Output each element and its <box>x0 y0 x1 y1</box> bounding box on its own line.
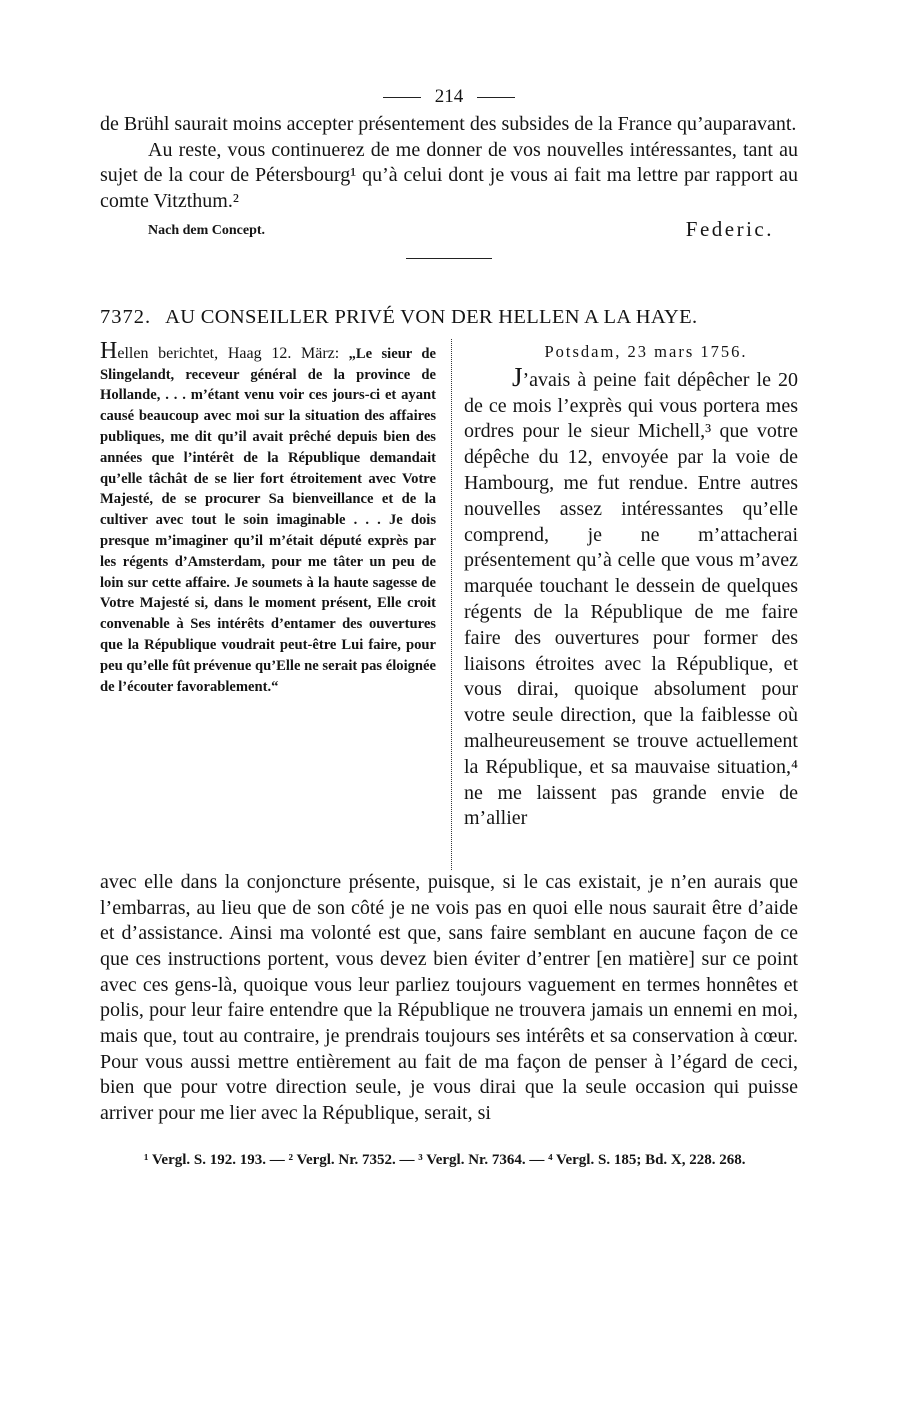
letter-number: 7372. <box>100 305 152 328</box>
two-column-section <box>100 339 798 870</box>
page-number: 214 <box>434 86 464 107</box>
signature-line <box>100 217 798 243</box>
letter-column <box>464 339 798 832</box>
source-note: Nach dem Concept. <box>148 222 266 238</box>
header-dash-left <box>383 97 421 98</box>
footnotes: ¹ Vergl. S. 192. 193. — ² Vergl. Nr. 7352. — ³ Vergl. Nr. 7364. — ⁴ Vergl. S. 185; Bd. X, 228. 268. <box>144 1151 746 1168</box>
column-divider <box>451 339 452 870</box>
signature: Federic. <box>685 216 774 241</box>
letter-body-column <box>464 361 798 832</box>
body-initial: J <box>512 361 523 392</box>
section-divider <box>406 258 492 259</box>
header-dash-right <box>477 97 515 98</box>
previous-letter-paragraph-2: Au reste, vous continuerez de me donner de vos nouvelles intéressantes, tant au sujet de la cour de Pétersbourg¹ qu’à celui dont je vous ai fait ma lettre par rapport au comte Vitzthum.² <box>100 138 798 213</box>
body-column-text: ’avais à peine fait dépêcher le 20 de ce mois l’exprès qui vous portera mes ordres pour le sieur Michell,³ que votre dépêche du 12, envoyée par la voie de Hambourg, me fut rendue. Entre autres nouvelles assez intéressantes qu’elle comprend, je ne m’attacherai présentement qu’à celle que vous m’avez marquée touchant le dessein de quelques régents de la République de me faire faire des ouvertures pour former des liaisons étroites avec la République, et vous dirai, quoique absolument pour votre seule direction, que la faiblesse où malheureusement se trouve actuellement la République, et sa mauvaise situation,⁴ ne me laissent pas grande envie de m’allier <box>464 368 798 830</box>
summary-initial: H <box>100 337 118 364</box>
summary-quote: „Le sieur de Slingelandt, receveur général de la province de Hollande, . . . m’étant venu voir ces jours-ci et ayant causé beaucoup avec moi sur la situation des affaires publiques, me dit qu’il avait prêché depuis bien des années que l’intérêt de la République demandait qu’elle tâchât de se lier fort étroitement avec Votre Majesté, de se procurer Sa bienveillance et de la cultiver avec tout le soin imaginable . . . Je dois presque m’imaginer qu’il m’était député exprès par les régents d’Amsterdam, pour me tâter un peu de loin sur cette affaire. Je soumets à la haute sagesse de Votre Majesté si, dans le moment présent, Elle croit convenable à Ses intérêts d’entamer des ouvertures que la République voudrait peut-être Lui faire, pour peu qu’elle fût prévenue qu’Elle ne serait pas éloignée de l’écouter favorablement.“ <box>100 345 436 695</box>
book-page <box>100 82 798 1171</box>
summary-column <box>100 337 436 698</box>
letter-heading <box>100 303 798 331</box>
page-header <box>100 82 798 112</box>
previous-letter-paragraph-1: de Brühl saurait moins accepter présentement des subsides de la France qu’auparavant. <box>100 113 797 135</box>
letter-title: AU CONSEILLER PRIVÉ VON DER HELLEN A LA HAYE. <box>165 305 698 328</box>
dateline: Potsdam, 23 mars 1756. <box>544 341 748 361</box>
summary-intro: ellen berichtet, Haag 12. März: <box>117 344 340 362</box>
letter-body-full: avec elle dans la conjoncture présente, puisque, si le cas existait, je n’en aurais que l’embarras, au lieu que de son côté je ne vois pas en quoi elle nous saurait être d’aide et d’assistance. Ainsi ma volonté est que, sans faire semblant en aucune façon de ce que ces instructions portent, vous devez bien éviter d’entrer [en matière] sur ce point avec ces gens-là, quoique vous leur parliez toujours vaguement en termes honnêtes et polis, pour leur faire entendre que la République ne trouvera jamais un ennemi en moi, mais que, tout au contraire, je prendrais toujours ses intérêts et sa conservation à cœur. Pour vous aussi mettre entièrement au fait de ma façon de penser à l’égard de ceci, bien que pour votre direction seule, je vous dirai que la seule occasion qui puisse arriver pour me lier avec la République, serait, si <box>100 870 798 1125</box>
